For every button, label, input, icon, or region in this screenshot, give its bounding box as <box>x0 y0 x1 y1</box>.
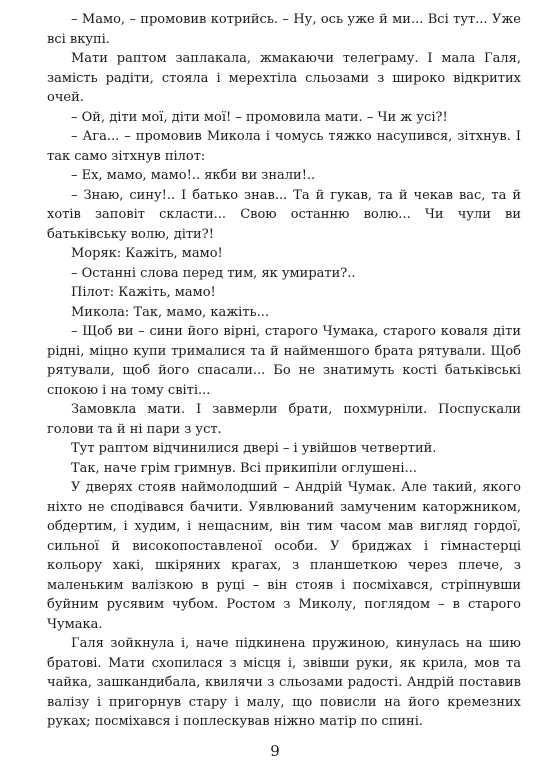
paragraph: – Останні слова перед тим, як умирати?.. <box>71 265 356 281</box>
paragraph: Так, наче грім гримнув. Всі прикипіли оглушені... <box>71 460 417 476</box>
page-number: 9 <box>270 742 280 760</box>
page-body <box>47 10 521 732</box>
paragraph: – Щоб ви – сини його вірні, старого Чумака, старого коваля діти рідні, міцно купи трималися та й найменшого брата рятували. Щоб рятували, щоб його спасали... Бо не знатимуть кості батьківські спокою і на тому світі... <box>47 324 521 398</box>
paragraph: У дверях стояв наймолодший – Андрій Чумак. Але такий, якого ніхто не сподівався бачити. Уявлюваний замученим каторжником, обдертим, і худим, і нещасним, він тим часом мав вигляд гордої, сильної й високопоставленої особи. У бриджах і гімнастерці кольору хакі, шкіряних крагах, з планшеткою через плече, з маленьким валізкою в руці – він стояв і посміхався, стріпнувши буйним русявим чубом. Ростом з Миколу, поглядом – в старого Чумака. <box>47 480 521 632</box>
paragraph: Моряк: Кажіть, мамо! <box>71 246 223 261</box>
paragraph: Микола: Так, мамо, кажіть... <box>71 304 269 320</box>
paragraph: – Знаю, сину!.. І батько знав... Та й гукав, та й чекав вас, та й хотів заповіт скласти... Свою останню волю... Чи чули ви батьківську волю, діти?! <box>47 187 521 242</box>
paragraph: Галя зойкнула і, наче підкинена пружиною, кинулась на шию братові. Мати схопилася з місця і, звівши руки, як крила, мов та чайка, зашкандибала, квилячи з сльозами радості. Андрій поставив валізу і пригорнув стару і малу, що повисли на його кремезних руках; посміхався і поплескував ніжно матір по спині. <box>47 636 521 729</box>
paragraph: Мати раптом заплакала, жмакаючи телеграму. І мала Галя, замість радіти, стояла і мерехтіла сльозами з широко відкритих очей. <box>47 51 521 105</box>
paragraph: Замовкла мати. І завмерли брати, похмурніли. Поспускали голови та й ні пари з уст. <box>47 402 521 437</box>
paragraph: Тут раптом відчинилися двері – і увійшов четвертий. <box>71 441 437 456</box>
paragraph: – Ой, діти мої, діти мої! – промовила мати. – Чи ж усі?! <box>71 109 448 125</box>
paragraph: – Ех, мамо, мамо!.. якби ви знали!.. <box>71 168 316 183</box>
paragraph: Пілот: Кажіть, мамо! <box>71 285 216 300</box>
paragraph: – Ага... – промовив Микола і чомусь тяжко насупився, зітхнув. І так само зітхнув пілот: <box>47 129 521 164</box>
paragraph: – Мамо, – промовив котрийсь. – Ну, ось уже й ми... Всі тут... Уже всі вкупі. <box>47 12 521 47</box>
